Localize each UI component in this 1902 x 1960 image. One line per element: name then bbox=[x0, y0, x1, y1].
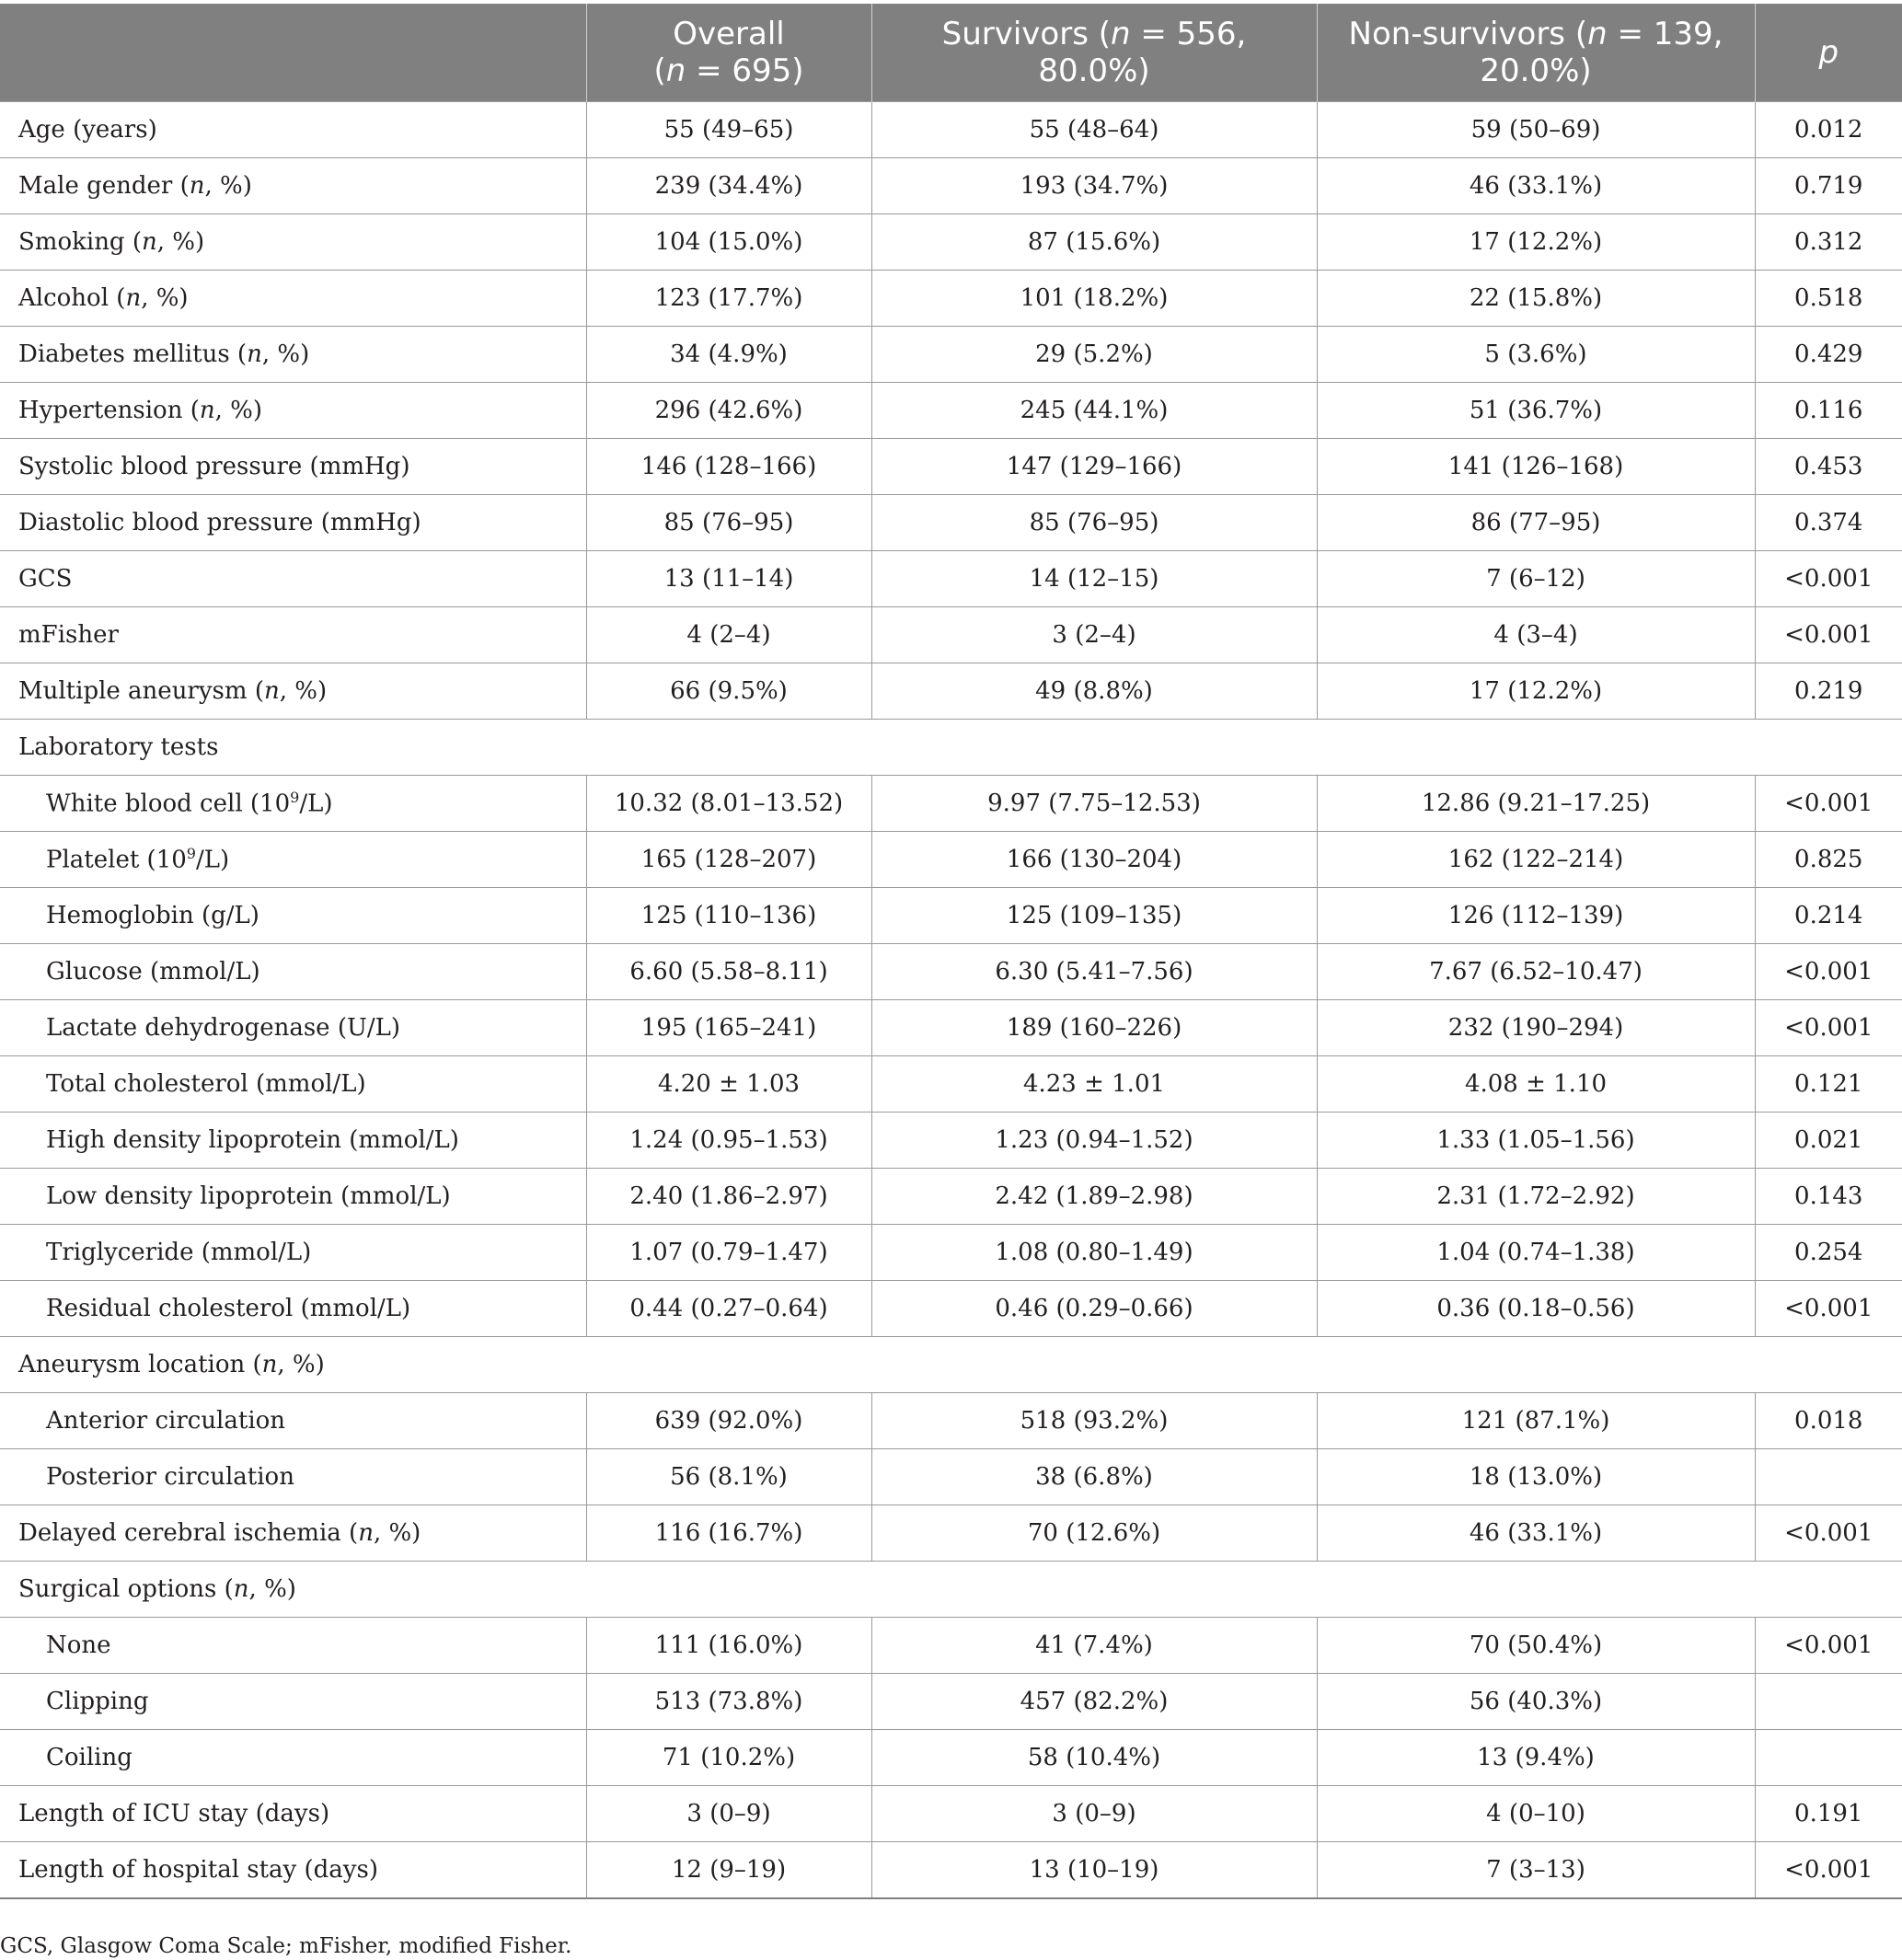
row-label: Low density lipoprotein (mmol/L) bbox=[0, 1169, 586, 1225]
table-row bbox=[0, 1225, 1902, 1281]
row-label-text: Male gender ( bbox=[18, 172, 190, 200]
section-label: Laboratory tests bbox=[0, 720, 1902, 776]
cell-overall: 116 (16.7%) bbox=[586, 1505, 871, 1562]
cell-survivors: 70 (12.6%) bbox=[871, 1505, 1317, 1562]
cell-p-value: 0.453 bbox=[1755, 439, 1902, 495]
cell-p-value: 0.116 bbox=[1755, 383, 1902, 439]
cell-p-value bbox=[1755, 1449, 1902, 1505]
row-label bbox=[0, 158, 586, 214]
row-label-exponent: 9 bbox=[290, 789, 300, 807]
row-label-exponent: 9 bbox=[186, 845, 196, 863]
header-overall: Overall (n = 695) bbox=[586, 4, 871, 102]
row-label: Coiling bbox=[0, 1730, 586, 1786]
cell-survivors: 125 (109–135) bbox=[871, 888, 1317, 944]
cell-survivors: 13 (10–19) bbox=[871, 1842, 1317, 1899]
table-row bbox=[0, 663, 1902, 720]
cell-overall: 3 (0–9) bbox=[586, 1786, 871, 1842]
cell-non-survivors: 0.36 (0.18–0.56) bbox=[1317, 1281, 1755, 1337]
cell-survivors: 457 (82.2%) bbox=[871, 1674, 1317, 1730]
header-overall-label: Overall bbox=[673, 16, 785, 52]
cell-p-value: <0.001 bbox=[1755, 1618, 1902, 1674]
table-row bbox=[0, 1674, 1902, 1730]
cell-non-survivors: 70 (50.4%) bbox=[1317, 1618, 1755, 1674]
table-row bbox=[0, 1786, 1902, 1842]
row-label bbox=[0, 271, 586, 327]
row-label-suffix: /L) bbox=[299, 790, 333, 818]
row-label-text: Alcohol ( bbox=[18, 284, 126, 312]
header-non-survivors-n: n bbox=[1587, 16, 1608, 52]
row-label-text: Diabetes mellitus ( bbox=[18, 340, 248, 368]
cell-overall: 239 (34.4%) bbox=[586, 158, 871, 214]
row-label-suffix: , %) bbox=[204, 172, 252, 200]
table-row bbox=[0, 1449, 1902, 1505]
cell-non-survivors: 121 (87.1%) bbox=[1317, 1393, 1755, 1449]
table-row bbox=[0, 1113, 1902, 1169]
header-p-value: p bbox=[1755, 4, 1902, 102]
cell-survivors: 518 (93.2%) bbox=[871, 1393, 1317, 1449]
cell-survivors: 9.97 (7.75–12.53) bbox=[871, 776, 1317, 832]
cell-overall: 71 (10.2%) bbox=[586, 1730, 871, 1786]
row-label-n: n bbox=[247, 340, 262, 368]
row-label-text: White blood cell (10 bbox=[46, 790, 291, 818]
cell-p-value: <0.001 bbox=[1755, 1281, 1902, 1337]
row-label bbox=[0, 663, 586, 720]
cell-overall: 13 (11–14) bbox=[586, 551, 871, 607]
cell-non-survivors: 59 (50–69) bbox=[1317, 102, 1755, 158]
row-label bbox=[0, 832, 586, 888]
row-label: Hemoglobin (g/L) bbox=[0, 888, 586, 944]
cell-non-survivors: 141 (126–168) bbox=[1317, 439, 1755, 495]
row-label-suffix: , %) bbox=[279, 677, 328, 705]
cell-survivors: 101 (18.2%) bbox=[871, 271, 1317, 327]
cell-overall: 4.20 ± 1.03 bbox=[586, 1056, 871, 1113]
cell-p-value: 0.214 bbox=[1755, 888, 1902, 944]
table-row bbox=[0, 832, 1902, 888]
cell-non-survivors: 13 (9.4%) bbox=[1317, 1730, 1755, 1786]
table-row bbox=[0, 271, 1902, 327]
cell-p-value: 0.219 bbox=[1755, 663, 1902, 720]
row-label: Clipping bbox=[0, 1674, 586, 1730]
section-label-suffix: , %) bbox=[248, 1575, 296, 1603]
row-label-text: Smoking ( bbox=[18, 228, 142, 256]
table-row bbox=[0, 1000, 1902, 1056]
cell-overall: 0.44 (0.27–0.64) bbox=[586, 1281, 871, 1337]
cell-p-value: 0.121 bbox=[1755, 1056, 1902, 1113]
table-row bbox=[0, 1618, 1902, 1674]
header-survivors-n: n bbox=[1111, 16, 1131, 52]
cell-survivors: 3 (2–4) bbox=[871, 607, 1317, 663]
cell-non-survivors: 5 (3.6%) bbox=[1317, 327, 1755, 383]
cell-survivors: 193 (34.7%) bbox=[871, 158, 1317, 214]
cell-overall: 66 (9.5%) bbox=[586, 663, 871, 720]
cell-survivors: 0.46 (0.29–0.66) bbox=[871, 1281, 1317, 1337]
cell-p-value: <0.001 bbox=[1755, 1505, 1902, 1562]
cell-overall: 104 (15.0%) bbox=[586, 214, 871, 271]
row-label: Residual cholesterol (mmol/L) bbox=[0, 1281, 586, 1337]
header-non-survivors-n-value: = 139, bbox=[1607, 16, 1723, 52]
cell-non-survivors: 7 (3–13) bbox=[1317, 1842, 1755, 1899]
header-non-survivors-percent: 20.0%) bbox=[1480, 52, 1592, 89]
cell-non-survivors: 126 (112–139) bbox=[1317, 888, 1755, 944]
cell-p-value: 0.018 bbox=[1755, 1393, 1902, 1449]
row-label-suffix: , %) bbox=[214, 397, 263, 424]
section-label bbox=[0, 1337, 1902, 1393]
cell-non-survivors: 86 (77–95) bbox=[1317, 495, 1755, 551]
cell-survivors: 1.08 (0.80–1.49) bbox=[871, 1225, 1317, 1281]
row-label bbox=[0, 214, 586, 271]
row-label: Age (years) bbox=[0, 102, 586, 158]
cell-survivors: 147 (129–166) bbox=[871, 439, 1317, 495]
table-row bbox=[0, 944, 1902, 1000]
cell-p-value: 0.312 bbox=[1755, 214, 1902, 271]
header-survivors bbox=[871, 4, 1317, 102]
cell-survivors: 49 (8.8%) bbox=[871, 663, 1317, 720]
cell-overall: 12 (9–19) bbox=[586, 1842, 871, 1899]
row-label-text: Multiple aneurysm ( bbox=[18, 677, 264, 705]
cell-p-value: 0.518 bbox=[1755, 271, 1902, 327]
cell-non-survivors: 232 (190–294) bbox=[1317, 1000, 1755, 1056]
cell-non-survivors: 17 (12.2%) bbox=[1317, 663, 1755, 720]
cell-non-survivors: 4 (3–4) bbox=[1317, 607, 1755, 663]
table-footnote: GCS, Glasgow Coma Scale; mFisher, modified Fisher. bbox=[0, 1934, 572, 1958]
table-row bbox=[0, 214, 1902, 271]
cell-survivors: 58 (10.4%) bbox=[871, 1730, 1317, 1786]
cell-survivors: 245 (44.1%) bbox=[871, 383, 1317, 439]
row-label: Diastolic blood pressure (mmHg) bbox=[0, 495, 586, 551]
cell-overall: 1.24 (0.95–1.53) bbox=[586, 1113, 871, 1169]
cell-non-survivors: 12.86 (9.21–17.25) bbox=[1317, 776, 1755, 832]
cell-survivors: 166 (130–204) bbox=[871, 832, 1317, 888]
cell-overall: 123 (17.7%) bbox=[586, 271, 871, 327]
cell-non-survivors: 1.33 (1.05–1.56) bbox=[1317, 1113, 1755, 1169]
cell-p-value: 0.191 bbox=[1755, 1786, 1902, 1842]
table-row bbox=[0, 1393, 1902, 1449]
section-label-n: n bbox=[261, 1351, 278, 1378]
section-label-n: n bbox=[233, 1575, 249, 1603]
cell-survivors: 4.23 ± 1.01 bbox=[871, 1056, 1317, 1113]
section-row-laboratory-tests bbox=[0, 720, 1902, 776]
cell-non-survivors: 46 (33.1%) bbox=[1317, 1505, 1755, 1562]
cell-survivors: 87 (15.6%) bbox=[871, 214, 1317, 271]
cell-overall: 513 (73.8%) bbox=[586, 1674, 871, 1730]
cell-non-survivors: 2.31 (1.72–2.92) bbox=[1317, 1169, 1755, 1225]
cell-p-value: <0.001 bbox=[1755, 1842, 1902, 1899]
cell-p-value bbox=[1755, 1730, 1902, 1786]
row-label bbox=[0, 383, 586, 439]
header-overall-n-value: = 695) bbox=[686, 52, 804, 89]
table-row bbox=[0, 1505, 1902, 1562]
cell-overall: 111 (16.0%) bbox=[586, 1618, 871, 1674]
table-row bbox=[0, 888, 1902, 944]
cell-survivors: 3 (0–9) bbox=[871, 1786, 1317, 1842]
row-label-n: n bbox=[142, 228, 157, 256]
cell-overall: 146 (128–166) bbox=[586, 439, 871, 495]
row-label-n: n bbox=[189, 172, 205, 200]
row-label: Lactate dehydrogenase (U/L) bbox=[0, 1000, 586, 1056]
table-row bbox=[0, 1281, 1902, 1337]
row-label bbox=[0, 776, 586, 832]
cell-non-survivors: 7.67 (6.52–10.47) bbox=[1317, 944, 1755, 1000]
section-row-aneurysm-location bbox=[0, 1337, 1902, 1393]
cell-non-survivors: 162 (122–214) bbox=[1317, 832, 1755, 888]
row-label-text: Hypertension ( bbox=[18, 397, 200, 424]
cell-non-survivors: 51 (36.7%) bbox=[1317, 383, 1755, 439]
table-row bbox=[0, 551, 1902, 607]
row-label-suffix: , %) bbox=[156, 228, 205, 256]
cell-p-value: <0.001 bbox=[1755, 551, 1902, 607]
section-label-text: Aneurysm location ( bbox=[18, 1351, 262, 1378]
cell-non-survivors: 1.04 (0.74–1.38) bbox=[1317, 1225, 1755, 1281]
row-label: Anterior circulation bbox=[0, 1393, 586, 1449]
cell-overall: 165 (128–207) bbox=[586, 832, 871, 888]
table-row bbox=[0, 383, 1902, 439]
table-row bbox=[0, 1842, 1902, 1899]
row-label bbox=[0, 327, 586, 383]
row-label: Length of hospital stay (days) bbox=[0, 1842, 586, 1899]
table-container bbox=[0, 4, 1902, 1899]
cell-overall: 56 (8.1%) bbox=[586, 1449, 871, 1505]
table-row bbox=[0, 327, 1902, 383]
header-variable bbox=[0, 4, 586, 102]
table-row bbox=[0, 1169, 1902, 1225]
section-label bbox=[0, 1562, 1902, 1618]
cell-non-survivors: 56 (40.3%) bbox=[1317, 1674, 1755, 1730]
row-label-n: n bbox=[358, 1519, 374, 1547]
cell-p-value: 0.021 bbox=[1755, 1113, 1902, 1169]
cell-non-survivors: 18 (13.0%) bbox=[1317, 1449, 1755, 1505]
row-label: None bbox=[0, 1618, 586, 1674]
cell-non-survivors: 4 (0–10) bbox=[1317, 1786, 1755, 1842]
row-label-n: n bbox=[263, 677, 280, 705]
cell-survivors: 29 (5.2%) bbox=[871, 327, 1317, 383]
cell-overall: 2.40 (1.86–2.97) bbox=[586, 1169, 871, 1225]
table-row bbox=[0, 607, 1902, 663]
cell-overall: 85 (76–95) bbox=[586, 495, 871, 551]
cell-non-survivors: 22 (15.8%) bbox=[1317, 271, 1755, 327]
table-row bbox=[0, 776, 1902, 832]
cell-survivors: 14 (12–15) bbox=[871, 551, 1317, 607]
row-label: Triglyceride (mmol/L) bbox=[0, 1225, 586, 1281]
header-non-survivors-label: Non-survivors ( bbox=[1348, 16, 1588, 52]
cell-survivors: 38 (6.8%) bbox=[871, 1449, 1317, 1505]
row-label: Systolic blood pressure (mmHg) bbox=[0, 439, 586, 495]
table-header-row bbox=[0, 4, 1902, 102]
row-label-suffix: , %) bbox=[373, 1519, 421, 1547]
cell-non-survivors: 4.08 ± 1.10 bbox=[1317, 1056, 1755, 1113]
cell-overall: 1.07 (0.79–1.47) bbox=[586, 1225, 871, 1281]
cell-overall: 195 (165–241) bbox=[586, 1000, 871, 1056]
row-label: High density lipoprotein (mmol/L) bbox=[0, 1113, 586, 1169]
cell-p-value: 0.374 bbox=[1755, 495, 1902, 551]
cell-survivors: 6.30 (5.41–7.56) bbox=[871, 944, 1317, 1000]
cell-overall: 34 (4.9%) bbox=[586, 327, 871, 383]
cell-p-value: <0.001 bbox=[1755, 607, 1902, 663]
cell-survivors: 55 (48–64) bbox=[871, 102, 1317, 158]
cell-p-value: 0.825 bbox=[1755, 832, 1902, 888]
row-label-suffix: /L) bbox=[195, 846, 230, 874]
row-label: mFisher bbox=[0, 607, 586, 663]
cell-overall: 55 (49–65) bbox=[586, 102, 871, 158]
cell-p-value: 0.254 bbox=[1755, 1225, 1902, 1281]
table-row bbox=[0, 158, 1902, 214]
row-label-text: Platelet (10 bbox=[46, 846, 187, 874]
cell-p-value bbox=[1755, 1674, 1902, 1730]
header-survivors-percent: 80.0%) bbox=[1038, 52, 1150, 89]
header-survivors-n-value: = 556, bbox=[1130, 16, 1247, 52]
row-label: Total cholesterol (mmol/L) bbox=[0, 1056, 586, 1113]
row-label-n: n bbox=[125, 284, 142, 312]
row-label: Posterior circulation bbox=[0, 1449, 586, 1505]
table-row bbox=[0, 495, 1902, 551]
cell-overall: 4 (2–4) bbox=[586, 607, 871, 663]
cell-overall: 639 (92.0%) bbox=[586, 1393, 871, 1449]
section-label-suffix: , %) bbox=[277, 1351, 325, 1378]
cell-overall: 296 (42.6%) bbox=[586, 383, 871, 439]
baseline-characteristics-table bbox=[0, 4, 1902, 1899]
section-label-text: Surgical options ( bbox=[18, 1575, 234, 1603]
cell-p-value: <0.001 bbox=[1755, 944, 1902, 1000]
row-label: Glucose (mmol/L) bbox=[0, 944, 586, 1000]
row-label-suffix: , %) bbox=[261, 340, 310, 368]
row-label-n: n bbox=[199, 397, 215, 424]
section-row-surgical-options bbox=[0, 1562, 1902, 1618]
cell-survivors: 41 (7.4%) bbox=[871, 1618, 1317, 1674]
row-label-suffix: , %) bbox=[141, 284, 189, 312]
row-label-text: Delayed cerebral ischemia ( bbox=[18, 1519, 359, 1547]
header-non-survivors bbox=[1317, 4, 1755, 102]
cell-p-value: <0.001 bbox=[1755, 776, 1902, 832]
cell-p-value: 0.429 bbox=[1755, 327, 1902, 383]
cell-overall: 6.60 (5.58–8.11) bbox=[586, 944, 871, 1000]
cell-p-value: 0.143 bbox=[1755, 1169, 1902, 1225]
row-label: Length of ICU stay (days) bbox=[0, 1786, 586, 1842]
table-body bbox=[0, 102, 1902, 1899]
cell-survivors: 85 (76–95) bbox=[871, 495, 1317, 551]
cell-survivors: 189 (160–226) bbox=[871, 1000, 1317, 1056]
cell-p-value: 0.012 bbox=[1755, 102, 1902, 158]
row-label bbox=[0, 1505, 586, 1562]
cell-survivors: 1.23 (0.94–1.52) bbox=[871, 1113, 1317, 1169]
table-row bbox=[0, 439, 1902, 495]
cell-overall: 10.32 (8.01–13.52) bbox=[586, 776, 871, 832]
cell-non-survivors: 7 (6–12) bbox=[1317, 551, 1755, 607]
table-row bbox=[0, 1730, 1902, 1786]
header-survivors-label: Survivors ( bbox=[941, 16, 1111, 52]
header-overall-n: n bbox=[665, 52, 686, 89]
cell-p-value: <0.001 bbox=[1755, 1000, 1902, 1056]
table-row bbox=[0, 1056, 1902, 1113]
cell-p-value: 0.719 bbox=[1755, 158, 1902, 214]
table-row bbox=[0, 102, 1902, 158]
cell-non-survivors: 17 (12.2%) bbox=[1317, 214, 1755, 271]
cell-overall: 125 (110–136) bbox=[586, 888, 871, 944]
cell-non-survivors: 46 (33.1%) bbox=[1317, 158, 1755, 214]
cell-survivors: 2.42 (1.89–2.98) bbox=[871, 1169, 1317, 1225]
row-label: GCS bbox=[0, 551, 586, 607]
